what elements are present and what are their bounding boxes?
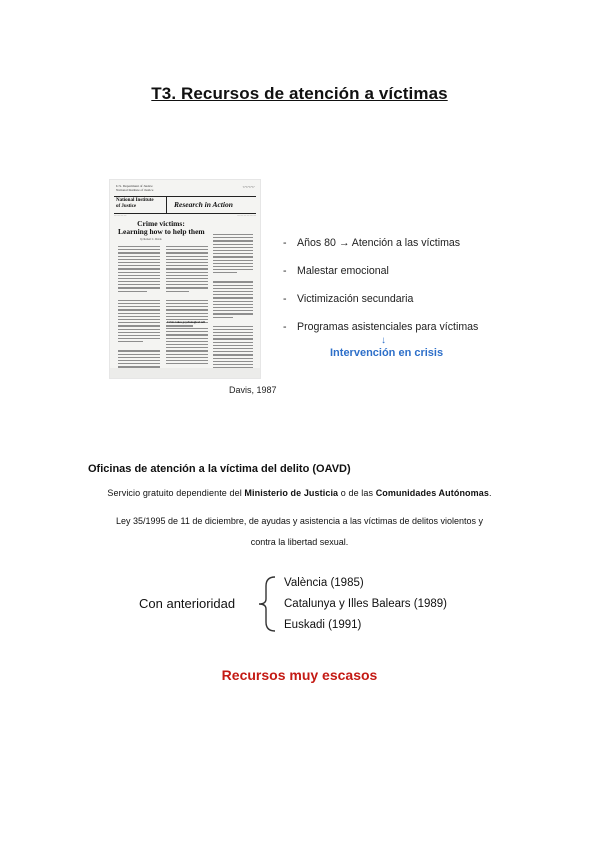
arrow-down-icon: ↓ xyxy=(381,335,386,346)
region-item: València (1985) xyxy=(284,577,364,589)
crisis-intervention-label: Intervención en crisis xyxy=(330,347,444,359)
scarce-resources-label: Recursos muy escasos xyxy=(221,667,378,683)
clipping-masthead xyxy=(114,196,256,214)
clipping-column-1 xyxy=(118,246,160,378)
clipping-department: U.S. Department of Justice National Institute of Justice xyxy=(116,184,154,192)
clipping-column-2b xyxy=(166,328,208,364)
ley-paragraph-line-1: Ley 35/1995 de 11 de diciembre, de ayudas y asistencia a las víctimas de delitos violentos y xyxy=(115,516,484,526)
bullet-item: - Programas asistenciales para víctimas xyxy=(283,321,479,333)
bullet-item: - Victimización secundaria xyxy=(283,293,414,305)
ley-paragraph-line-2: contra la libertad sexual. xyxy=(250,537,349,547)
clipping-byline: by Robert C. Davis xyxy=(140,238,162,241)
clipping-section-heading: Crisis takes psychological toll xyxy=(167,320,205,324)
region-item: Euskadi (1991) xyxy=(284,619,362,631)
region-item: Catalunya y Illes Balears (1989) xyxy=(284,598,447,610)
anterioridad-label: Con anterioridad xyxy=(139,596,236,611)
section-heading: Oficinas de atención a la víctima del delito (OAVD) xyxy=(88,463,351,475)
clipping-institute: National Institute of Justice xyxy=(116,198,154,209)
clipping-series: Research in Action xyxy=(174,200,233,209)
image-caption: Davis, 1987 xyxy=(229,385,277,395)
bullet-item: - Malestar emocional xyxy=(283,265,389,277)
clipping-headline: Crime victims: Learning how to help them xyxy=(118,219,205,236)
clipping-column-2 xyxy=(166,246,208,327)
servicio-paragraph: Servicio gratuito dependiente del Ministerio de Justicia o de las Comunidades Autónomas. xyxy=(107,488,492,498)
curly-brace-icon xyxy=(255,574,279,634)
clipping-subheader: — — — — — — — — — — xyxy=(114,214,256,217)
bullet-item: - Años 80 → Atención a las víctimas xyxy=(283,237,461,249)
clipping-stamp: 〰〰 xyxy=(241,185,254,191)
newspaper-clipping-image xyxy=(110,180,260,378)
clipping-column-3 xyxy=(213,234,253,378)
page-title: T3. Recursos de atención a víctimas xyxy=(151,84,448,103)
